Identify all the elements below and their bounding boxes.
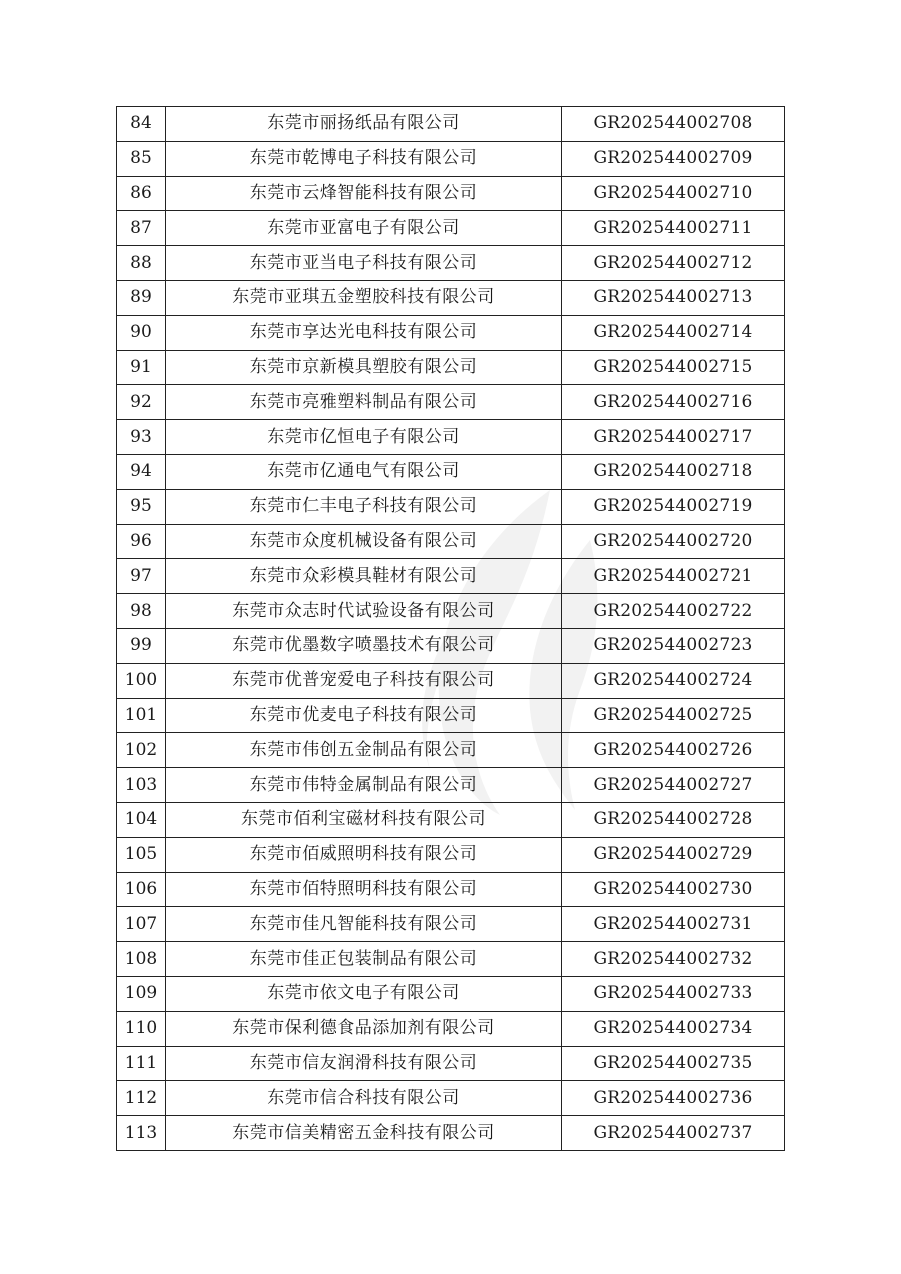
row-number: 89	[117, 280, 166, 315]
row-number: 106	[117, 872, 166, 907]
row-number: 102	[117, 733, 166, 768]
table-row	[117, 559, 785, 594]
row-number: 101	[117, 698, 166, 733]
company-name: 东莞市保利德食品添加剂有限公司	[166, 1011, 562, 1046]
table-row	[117, 733, 785, 768]
certificate-code: GR202544002715	[562, 350, 785, 385]
row-number: 107	[117, 907, 166, 942]
table-row	[117, 350, 785, 385]
certificate-code: GR202544002727	[562, 768, 785, 803]
company-name: 东莞市众志时代试验设备有限公司	[166, 594, 562, 629]
company-name: 东莞市亚当电子科技有限公司	[166, 246, 562, 281]
company-name: 东莞市信美精密五金科技有限公司	[166, 1116, 562, 1151]
company-name: 东莞市佰利宝磁材科技有限公司	[166, 802, 562, 837]
certificate-code: GR202544002724	[562, 663, 785, 698]
company-name: 东莞市伟特金属制品有限公司	[166, 768, 562, 803]
row-number: 88	[117, 246, 166, 281]
table-row	[117, 942, 785, 977]
table-row	[117, 802, 785, 837]
company-name: 东莞市众彩模具鞋材有限公司	[166, 559, 562, 594]
row-number: 111	[117, 1046, 166, 1081]
row-number: 87	[117, 211, 166, 246]
certificate-code: GR202544002725	[562, 698, 785, 733]
row-number: 109	[117, 976, 166, 1011]
certificate-code: GR202544002729	[562, 837, 785, 872]
company-list-body	[117, 107, 785, 1151]
certificate-code: GR202544002733	[562, 976, 785, 1011]
company-name: 东莞市京新模具塑胶有限公司	[166, 350, 562, 385]
certificate-code: GR202544002708	[562, 107, 785, 142]
table-row	[117, 768, 785, 803]
table-row	[117, 628, 785, 663]
company-name: 东莞市云烽智能科技有限公司	[166, 176, 562, 211]
certificate-code: GR202544002716	[562, 385, 785, 420]
table-row	[117, 1081, 785, 1116]
company-name: 东莞市信合科技有限公司	[166, 1081, 562, 1116]
table-row	[117, 698, 785, 733]
row-number: 105	[117, 837, 166, 872]
company-name: 东莞市佳凡智能科技有限公司	[166, 907, 562, 942]
company-name: 东莞市伟创五金制品有限公司	[166, 733, 562, 768]
table-row	[117, 280, 785, 315]
certificate-code: GR202544002728	[562, 802, 785, 837]
row-number: 97	[117, 559, 166, 594]
row-number: 104	[117, 802, 166, 837]
company-name: 东莞市优麦电子科技有限公司	[166, 698, 562, 733]
table-row	[117, 315, 785, 350]
company-name: 东莞市佳正包装制品有限公司	[166, 942, 562, 977]
certificate-code: GR202544002714	[562, 315, 785, 350]
certificate-code: GR202544002726	[562, 733, 785, 768]
table-row	[117, 663, 785, 698]
company-name: 东莞市亚琪五金塑胶科技有限公司	[166, 280, 562, 315]
certificate-code: GR202544002737	[562, 1116, 785, 1151]
table-row	[117, 1011, 785, 1046]
certificate-code: GR202544002723	[562, 628, 785, 663]
row-number: 93	[117, 420, 166, 455]
row-number: 112	[117, 1081, 166, 1116]
certificate-code: GR202544002718	[562, 454, 785, 489]
company-name: 东莞市乾博电子科技有限公司	[166, 141, 562, 176]
company-name: 东莞市依文电子有限公司	[166, 976, 562, 1011]
row-number: 84	[117, 107, 166, 142]
table-row	[117, 454, 785, 489]
table-row	[117, 176, 785, 211]
table-row	[117, 872, 785, 907]
certificate-code: GR202544002721	[562, 559, 785, 594]
table-row	[117, 837, 785, 872]
certificate-code: GR202544002720	[562, 524, 785, 559]
table-row	[117, 1046, 785, 1081]
certificate-code: GR202544002730	[562, 872, 785, 907]
table-row	[117, 420, 785, 455]
company-name: 东莞市仁丰电子科技有限公司	[166, 489, 562, 524]
company-name: 东莞市佰特照明科技有限公司	[166, 872, 562, 907]
row-number: 86	[117, 176, 166, 211]
row-number: 113	[117, 1116, 166, 1151]
certificate-code: GR202544002735	[562, 1046, 785, 1081]
certificate-code: GR202544002711	[562, 211, 785, 246]
company-name: 东莞市亿恒电子有限公司	[166, 420, 562, 455]
company-name: 东莞市亮雅塑料制品有限公司	[166, 385, 562, 420]
company-name: 东莞市亚富电子有限公司	[166, 211, 562, 246]
table-row	[117, 1116, 785, 1151]
row-number: 90	[117, 315, 166, 350]
certificate-code: GR202544002732	[562, 942, 785, 977]
certificate-code: GR202544002734	[562, 1011, 785, 1046]
table-row	[117, 907, 785, 942]
certificate-code: GR202544002709	[562, 141, 785, 176]
table-row	[117, 107, 785, 142]
company-name: 东莞市佰威照明科技有限公司	[166, 837, 562, 872]
certificate-code: GR202544002712	[562, 246, 785, 281]
certificate-code: GR202544002736	[562, 1081, 785, 1116]
company-name: 东莞市信友润滑科技有限公司	[166, 1046, 562, 1081]
company-name: 东莞市亿通电气有限公司	[166, 454, 562, 489]
row-number: 99	[117, 628, 166, 663]
table-row	[117, 594, 785, 629]
company-name: 东莞市丽扬纸品有限公司	[166, 107, 562, 142]
table-row	[117, 246, 785, 281]
table-row	[117, 976, 785, 1011]
certificate-code: GR202544002719	[562, 489, 785, 524]
company-name: 东莞市优墨数字喷墨技术有限公司	[166, 628, 562, 663]
row-number: 103	[117, 768, 166, 803]
row-number: 85	[117, 141, 166, 176]
table-row	[117, 524, 785, 559]
table-row	[117, 489, 785, 524]
row-number: 94	[117, 454, 166, 489]
certificate-code: GR202544002731	[562, 907, 785, 942]
row-number: 92	[117, 385, 166, 420]
company-name: 东莞市享达光电科技有限公司	[166, 315, 562, 350]
row-number: 100	[117, 663, 166, 698]
table-row	[117, 211, 785, 246]
table-row	[117, 385, 785, 420]
company-list-table	[116, 106, 785, 1151]
company-name: 东莞市众度机械设备有限公司	[166, 524, 562, 559]
row-number: 91	[117, 350, 166, 385]
certificate-code: GR202544002710	[562, 176, 785, 211]
table-row	[117, 141, 785, 176]
certificate-code: GR202544002717	[562, 420, 785, 455]
company-name: 东莞市优普宠爱电子科技有限公司	[166, 663, 562, 698]
row-number: 110	[117, 1011, 166, 1046]
row-number: 95	[117, 489, 166, 524]
row-number: 98	[117, 594, 166, 629]
row-number: 108	[117, 942, 166, 977]
row-number: 96	[117, 524, 166, 559]
certificate-code: GR202544002722	[562, 594, 785, 629]
certificate-code: GR202544002713	[562, 280, 785, 315]
